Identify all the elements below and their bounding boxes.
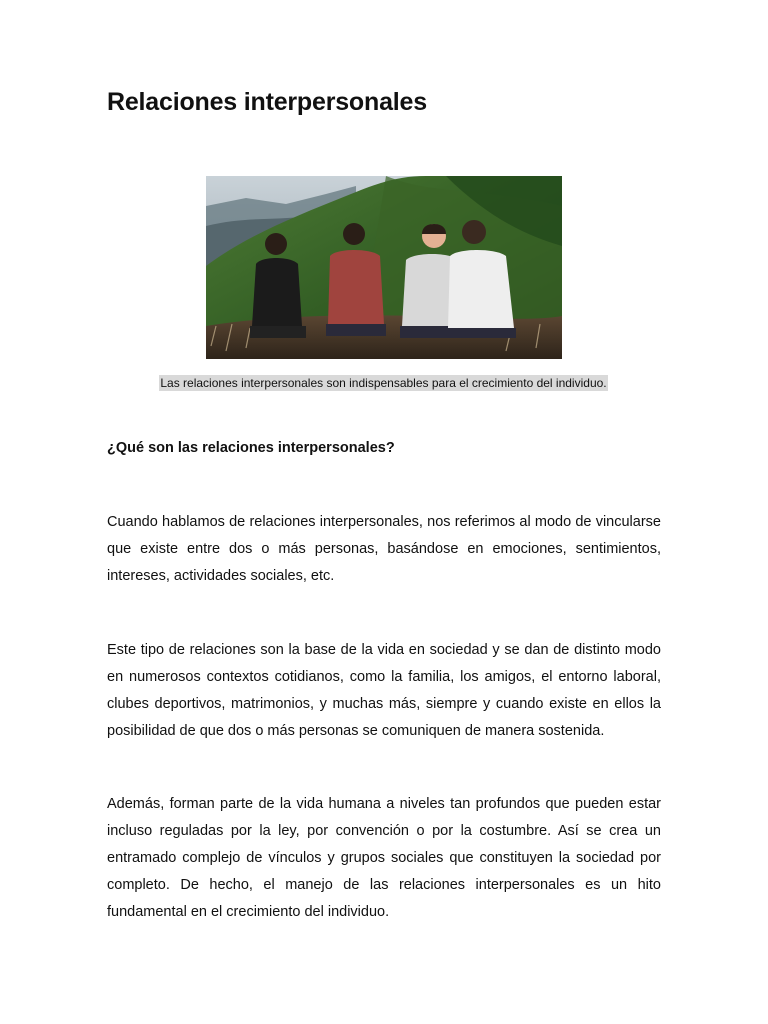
- friends-sitting-on-hill-photo: [206, 176, 562, 359]
- section-heading: ¿Qué son las relaciones interpersonales?: [107, 440, 395, 456]
- paragraph-contexts: Este tipo de relaciones son la base de la vida en sociedad y se dan de distinto modo en numerosos contextos cotidianos, como la familia, los amigos, el entorno laboral, clubes deportivos, matrimonios, y muchas más, siempre y cuando existe en ellos la posibilidad de que dos o más personas se comuniquen de manera sostenida.: [107, 642, 661, 739]
- document-title: Relaciones interpersonales: [107, 88, 427, 116]
- paragraph-importance: Además, forman parte de la vida humana a niveles tan profundos que pueden estar incluso reguladas por la ley, por convención o por la costumbre. Así se crea un entramado complejo de vínculos y grupos sociales que constituyen la sociedad por completo. De hecho, el manejo de las relaciones interpersonales es un hito fundamental en el crecimiento del individuo.: [107, 796, 661, 920]
- image-caption: Las relaciones interpersonales son indispensables para el crecimiento del individuo.: [160, 376, 607, 390]
- paragraph-definition: Cuando hablamos de relaciones interpersonales, nos referimos al modo de vincularse que existe entre dos o más personas, basándose en emociones, sentimientos, intereses, actividades sociales, etc.: [107, 514, 661, 584]
- image-caption-container: [0, 374, 768, 392]
